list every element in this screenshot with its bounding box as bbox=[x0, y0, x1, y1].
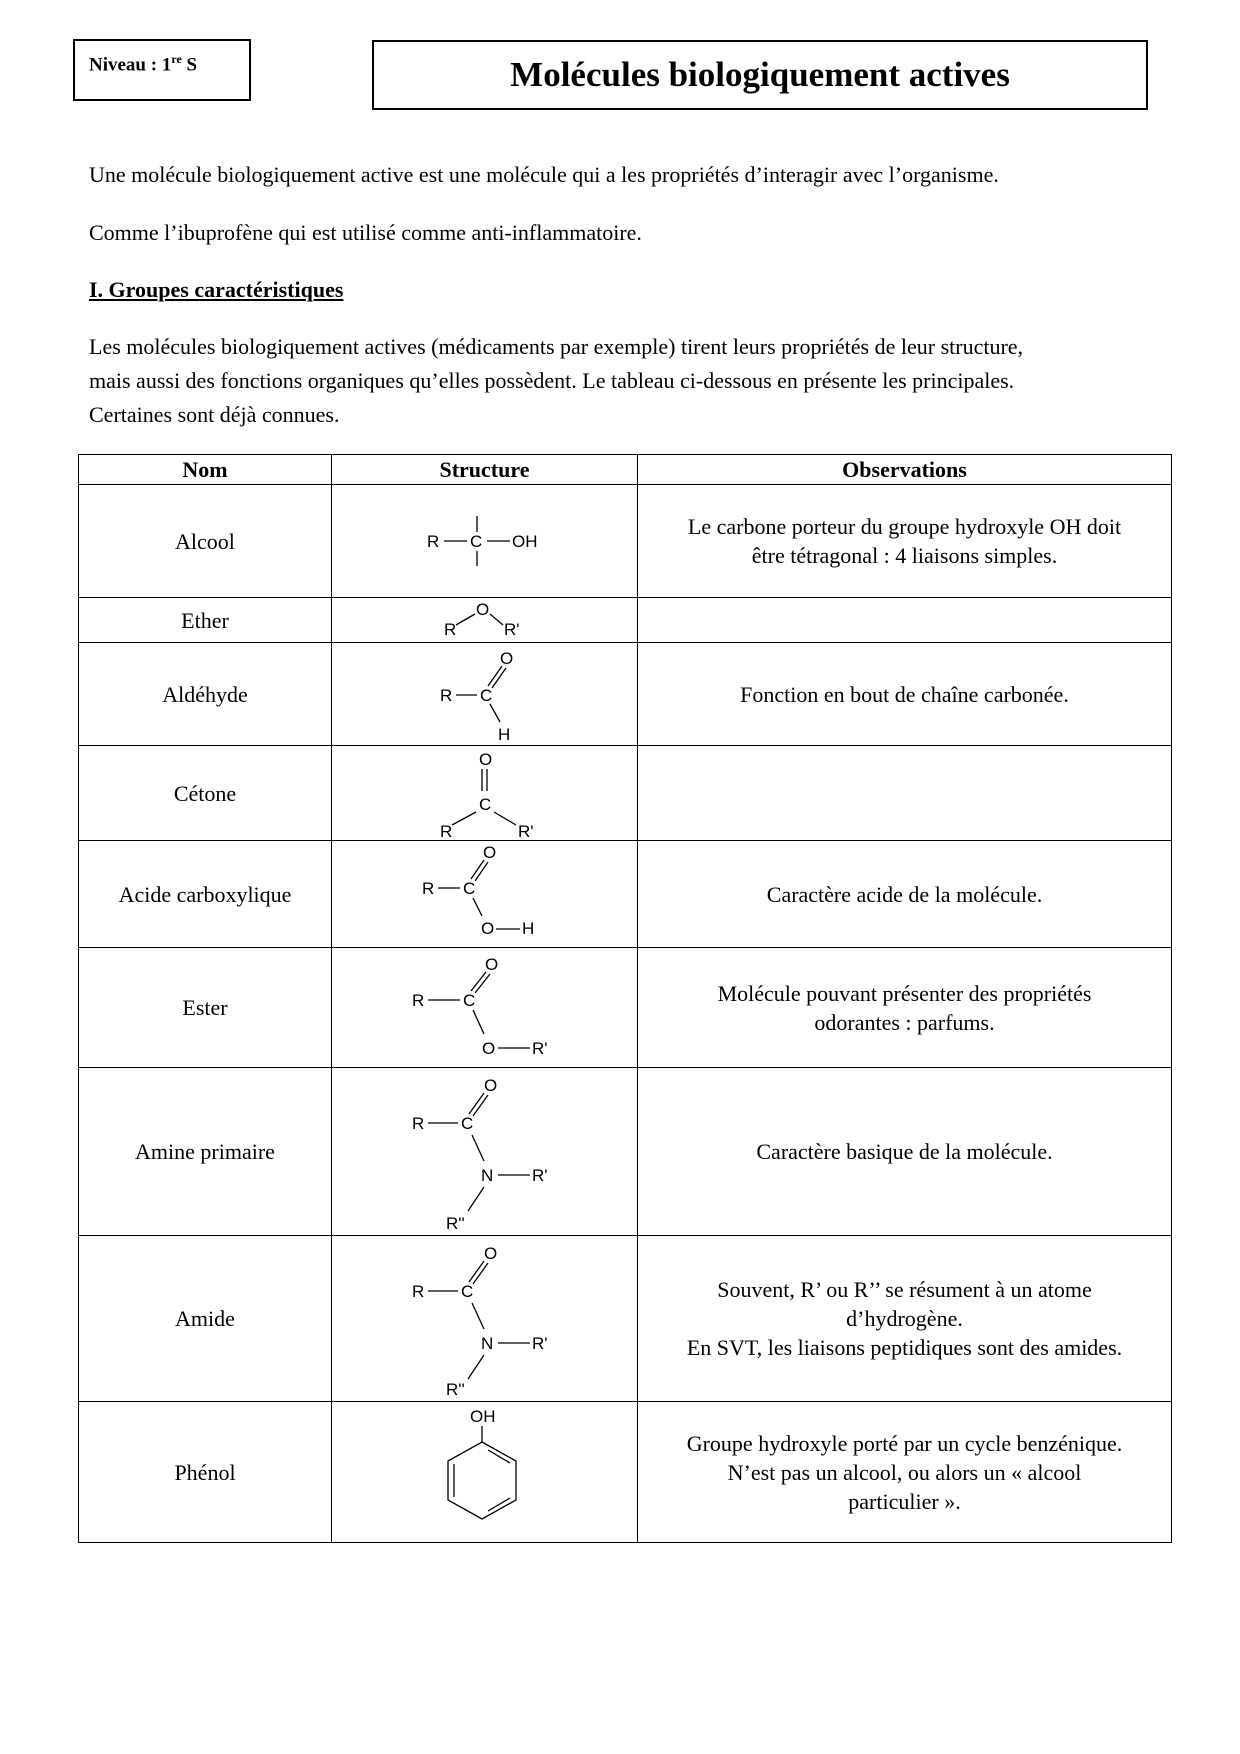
section-line: Les molécules biologiquement actives (médicaments par exemple) tirent leurs propriétés de leur structure, bbox=[89, 334, 1024, 359]
observation-line: Le carbone porteur du groupe hydroxyle OH doit bbox=[687, 514, 1122, 539]
group-name: Ester bbox=[79, 948, 332, 1068]
svg-text:OH: OH bbox=[469, 1407, 495, 1426]
svg-text:C: C bbox=[479, 686, 492, 705]
observation-cell bbox=[638, 746, 1172, 841]
structure-cell bbox=[332, 1236, 638, 1402]
svg-text:C: C bbox=[460, 1113, 473, 1133]
header-name: Nom bbox=[79, 455, 332, 485]
svg-text:C: C bbox=[462, 990, 475, 1010]
page-title-box bbox=[372, 40, 1148, 110]
amide-structure-icon bbox=[400, 1239, 570, 1399]
page-title: Molécules biologiquement actives bbox=[510, 55, 1010, 94]
observation-cell bbox=[638, 1402, 1172, 1543]
structure-cell bbox=[332, 1402, 638, 1543]
svg-text:R: R bbox=[439, 686, 452, 705]
level-sup: re bbox=[171, 52, 182, 66]
section-line: Certaines sont déjà connues. bbox=[89, 402, 340, 427]
svg-text:R: R bbox=[426, 532, 439, 551]
group-name: Cétone bbox=[79, 746, 332, 841]
observation-line: Molécule pouvant présenter des propriétés bbox=[717, 980, 1092, 1006]
observation-cell bbox=[638, 841, 1172, 948]
svg-text:C: C bbox=[469, 532, 482, 551]
cetone-structure-icon bbox=[420, 747, 550, 839]
svg-text:O: O bbox=[484, 954, 498, 974]
ester-structure-icon bbox=[400, 952, 570, 1064]
structure-cell bbox=[332, 643, 638, 746]
group-name: Acide carboxylique bbox=[79, 841, 332, 948]
svg-text:C: C bbox=[478, 795, 491, 814]
svg-text:OH: OH bbox=[511, 532, 537, 551]
acide-structure-icon bbox=[410, 844, 560, 944]
svg-text:N: N bbox=[480, 1333, 493, 1353]
observation-line: Fonction en bout de chaîne carbonée. bbox=[740, 681, 1069, 707]
svg-text:R: R bbox=[411, 1113, 424, 1133]
group-name: Amide bbox=[79, 1236, 332, 1402]
observation-line: Caractère basique de la molécule. bbox=[756, 1139, 1053, 1164]
svg-text:R': R' bbox=[531, 1038, 548, 1058]
structure-cell bbox=[332, 948, 638, 1068]
svg-text:C: C bbox=[462, 879, 475, 898]
observation-cell bbox=[638, 1236, 1172, 1402]
observation-cell bbox=[638, 643, 1172, 746]
alcool-structure-icon bbox=[415, 496, 555, 586]
intro-paragraph-1: Une molécule biologiquement active est une molécule qui a les propriétés d’interagir avec l’organisme. bbox=[89, 162, 999, 187]
level-box bbox=[73, 39, 251, 101]
observation-cell bbox=[638, 485, 1172, 598]
aldehyde-structure-icon bbox=[430, 644, 540, 744]
svg-text:R': R' bbox=[531, 1165, 548, 1185]
table-row bbox=[79, 1402, 1172, 1543]
observation-line: Caractère acide de la molécule. bbox=[766, 881, 1043, 907]
svg-text:O: O bbox=[478, 750, 492, 769]
table-row bbox=[79, 841, 1172, 948]
group-name: Alcool bbox=[79, 485, 332, 598]
svg-text:R: R bbox=[421, 879, 434, 898]
amine-structure-icon bbox=[400, 1071, 570, 1233]
group-name: Ether bbox=[79, 598, 332, 643]
intro-paragraph-2: Comme l’ibuprofène qui est utilisé comme anti-inflammatoire. bbox=[89, 220, 642, 245]
group-name: Phénol bbox=[79, 1402, 332, 1543]
svg-text:O: O bbox=[475, 600, 489, 619]
observation-line: d’hydrogène. bbox=[846, 1306, 963, 1331]
header-observations: Observations bbox=[638, 455, 1172, 485]
group-name: Aldéhyde bbox=[79, 643, 332, 746]
svg-text:O: O bbox=[499, 649, 513, 668]
observation-line: En SVT, les liaisons peptidiques sont des amides. bbox=[686, 1335, 1123, 1360]
svg-text:R: R bbox=[411, 1281, 424, 1301]
table-row bbox=[79, 948, 1172, 1068]
table-header-row bbox=[79, 455, 1172, 485]
observation-cell bbox=[638, 598, 1172, 643]
structure-cell bbox=[332, 841, 638, 948]
table-row bbox=[79, 1068, 1172, 1236]
observation-line: être tétragonal : 4 liaisons simples. bbox=[751, 543, 1058, 568]
observation-line: odorantes : parfums. bbox=[814, 1009, 995, 1035]
observation-cell bbox=[638, 948, 1172, 1068]
svg-text:R'': R'' bbox=[445, 1379, 465, 1399]
table-row bbox=[79, 643, 1172, 746]
table-row bbox=[79, 598, 1172, 643]
functional-groups-table bbox=[78, 454, 1172, 1543]
header-structure: Structure bbox=[332, 455, 638, 485]
observation-line: Groupe hydroxyle porté par un cycle benzénique. bbox=[686, 1430, 1123, 1456]
group-name: Amine primaire bbox=[79, 1068, 332, 1236]
table-row bbox=[79, 1236, 1172, 1402]
observation-line: Souvent, R’ ou R’’ se résument à un atome bbox=[717, 1277, 1092, 1302]
level-suffix: S bbox=[181, 54, 198, 76]
svg-text:R': R' bbox=[517, 822, 534, 839]
structure-cell bbox=[332, 485, 638, 598]
svg-text:R: R bbox=[443, 620, 456, 639]
svg-text:O: O bbox=[481, 1038, 495, 1058]
observation-line: particulier ». bbox=[848, 1488, 961, 1514]
ether-structure-icon bbox=[430, 599, 540, 641]
svg-text:R'': R'' bbox=[445, 1213, 465, 1233]
svg-text:R: R bbox=[411, 990, 424, 1010]
svg-text:O: O bbox=[483, 1075, 497, 1095]
svg-text:O: O bbox=[482, 844, 496, 862]
svg-text:R': R' bbox=[531, 1333, 548, 1353]
table-row bbox=[79, 485, 1172, 598]
observation-cell bbox=[638, 1068, 1172, 1236]
svg-text:R: R bbox=[439, 822, 452, 839]
level-label: Niveau : 1 bbox=[89, 54, 172, 76]
structure-cell bbox=[332, 598, 638, 643]
structure-cell bbox=[332, 746, 638, 841]
structure-cell bbox=[332, 1068, 638, 1236]
svg-text:O: O bbox=[483, 1243, 497, 1263]
svg-text:H: H bbox=[521, 919, 534, 938]
table-row bbox=[79, 746, 1172, 841]
svg-text:C: C bbox=[460, 1281, 473, 1301]
svg-text:O: O bbox=[480, 919, 494, 938]
svg-text:H: H bbox=[497, 725, 510, 744]
section-paragraph bbox=[89, 330, 1169, 432]
section-heading: I. Groupes caractéristiques bbox=[89, 277, 344, 302]
phenol-structure-icon bbox=[430, 1404, 540, 1540]
section-line: mais aussi des fonctions organiques qu’elles possèdent. Le tableau ci-dessous en présente les principales. bbox=[89, 368, 1015, 393]
svg-text:N: N bbox=[480, 1165, 493, 1185]
observation-line: N’est pas un alcool, ou alors un « alcool bbox=[727, 1459, 1082, 1485]
svg-text:R': R' bbox=[503, 620, 520, 639]
